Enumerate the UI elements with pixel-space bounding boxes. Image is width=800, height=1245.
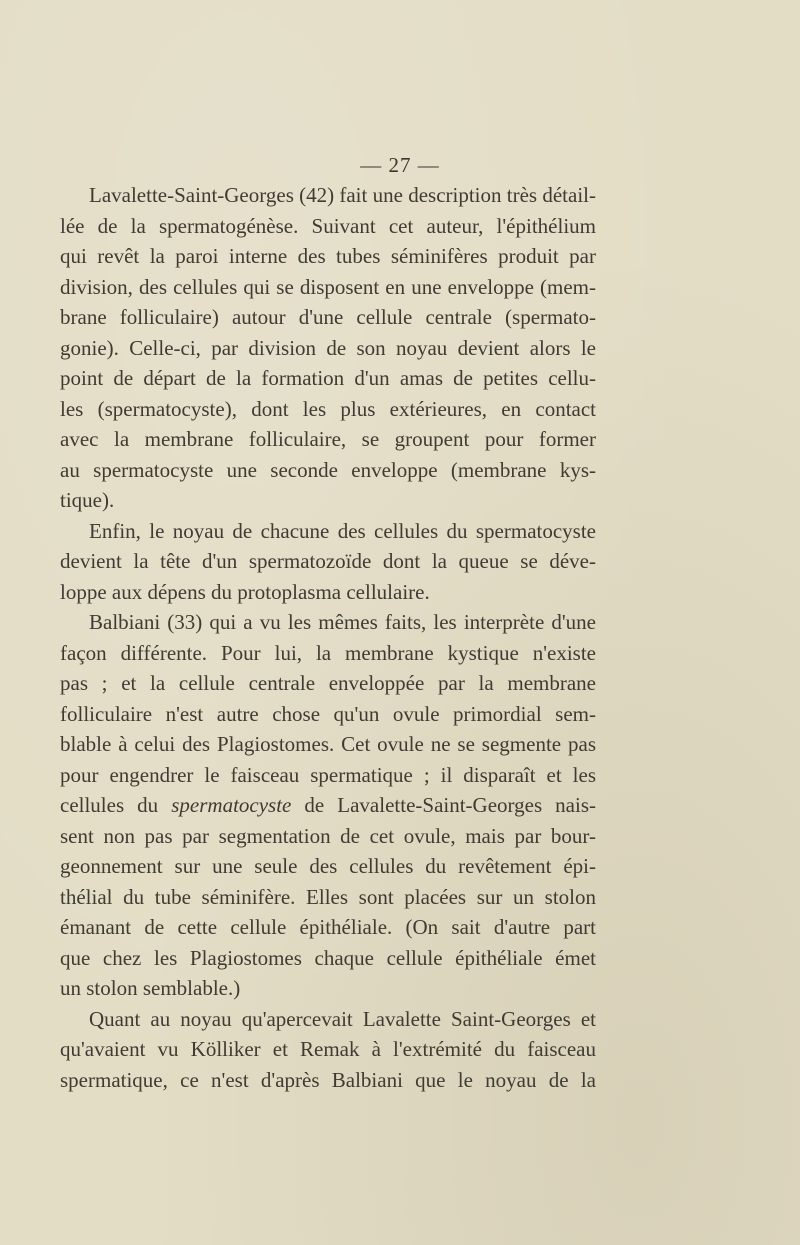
text-line: tique). xyxy=(60,488,115,512)
page-number: — 27 — xyxy=(360,153,440,177)
text-line: Lavalette-Saint-Georges (42) fait une description très détail- xyxy=(89,183,596,207)
text-line: pour engendrer le faisceau spermatique ; il disparaît et les xyxy=(60,762,596,787)
text-line xyxy=(60,790,596,821)
text-segment: cellules du xyxy=(60,793,172,817)
text-line: lée de la spermatogénèse. Suivant cet auteur, l'épithélium xyxy=(60,213,596,238)
text-line: point de départ de la formation d'un amas de petites cellu- xyxy=(60,366,596,390)
text-segment: de Lavalette-Saint-Georges nais- xyxy=(291,793,597,817)
text-line: un stolon semblable.) xyxy=(60,976,241,1000)
text-line: les (spermatocyste), dont les plus extérieures, en contact xyxy=(60,396,596,421)
text-line: division, des cellules qui se disposent en une enveloppe (mem- xyxy=(60,274,596,299)
text-line: brane folliculaire) autour d'une cellule centrale (spermato- xyxy=(60,305,596,329)
text-line: blable à celui des Plagiostomes. Cet ovule ne se segmente pas xyxy=(60,732,596,756)
text-line: folliculaire n'est autre chose qu'un ovule primordial sem- xyxy=(60,701,596,726)
body-text xyxy=(60,180,596,1095)
text-line: que chez les Plagiostomes chaque cellule épithéliale émet xyxy=(60,945,596,970)
text-line: émanant de cette cellule épithéliale. (On sait d'autre part xyxy=(60,915,596,939)
text-line: gonie). Celle-ci, par division de son noyau devient alors le xyxy=(60,335,596,360)
text-line: sent non pas par segmentation de cet ovule, mais par bour- xyxy=(60,823,596,848)
text-line: thélial du tube séminifère. Elles sont placées sur un stolon xyxy=(60,884,596,909)
text-line: pas ; et la cellule centrale enveloppée par la membrane xyxy=(60,671,596,695)
text-line: devient la tête d'un spermatozoïde dont la queue se déve- xyxy=(60,549,596,573)
text-line: loppe aux dépens du protoplasma cellulaire. xyxy=(60,579,430,604)
text-line: façon différente. Pour lui, la membrane kystique n'existe xyxy=(60,640,596,665)
text-line: geonnement sur une seule des cellules du revêtement épi- xyxy=(60,854,596,878)
text-line: Quant au noyau qu'apercevait Lavalette Saint-Georges et xyxy=(89,1006,596,1031)
text-line: Enfin, le noyau de chacune des cellules du spermatocyste xyxy=(89,518,596,543)
text-line: avec la membrane folliculaire, se groupent pour former xyxy=(60,427,596,451)
text-line: spermatique, ce n'est d'après Balbiani que le noyau de la xyxy=(60,1067,596,1092)
italic-term: spermatocyste xyxy=(171,793,292,817)
text-line: qui revêt la paroi interne des tubes séminifères produit par xyxy=(60,244,596,268)
text-line: au spermatocyste une seconde enveloppe (membrane kys- xyxy=(60,457,596,482)
text-line: Balbiani (33) qui a vu les mêmes faits, les interprète d'une xyxy=(89,610,596,634)
text-line: qu'avaient vu Kölliker et Remak à l'extrémité du faisceau xyxy=(60,1037,596,1061)
